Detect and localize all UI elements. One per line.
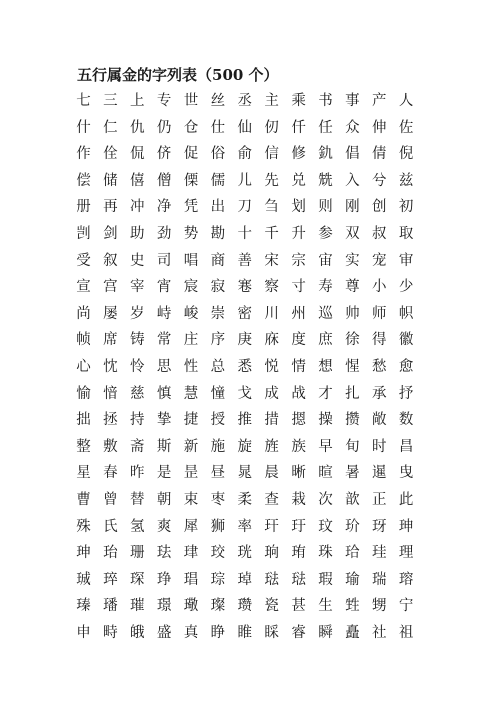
character-cell: 睢 bbox=[237, 624, 253, 641]
character-cell: 叙 bbox=[103, 252, 118, 269]
character-cell: 任 bbox=[318, 119, 333, 136]
character-cell: 睬 bbox=[264, 624, 279, 641]
character-cell: 琩 bbox=[183, 571, 199, 588]
character-cell: 宵 bbox=[156, 279, 172, 296]
character-cell: 性 bbox=[183, 358, 199, 375]
character-cell: 持 bbox=[129, 412, 145, 429]
character-cell: 仇 bbox=[129, 119, 145, 136]
character-cell: 岁 bbox=[129, 305, 145, 322]
character-cell: 此 bbox=[398, 491, 414, 508]
character-cell: 慈 bbox=[129, 385, 145, 402]
character-cell: 憧 bbox=[210, 385, 226, 402]
character-cell: 储 bbox=[103, 172, 118, 189]
character-cell: 推 bbox=[237, 412, 253, 429]
character-cell: 宋 bbox=[264, 252, 279, 269]
character-cell: 想 bbox=[318, 358, 333, 375]
character-cell: 琮 bbox=[210, 571, 226, 588]
character-cell: 旬 bbox=[345, 438, 360, 455]
character-cell: 查 bbox=[264, 491, 279, 508]
character-cell: 琗 bbox=[103, 571, 118, 588]
character-cell: 祖 bbox=[398, 624, 414, 641]
character-cell: 兑 bbox=[291, 172, 306, 189]
character-cell: 氏 bbox=[103, 518, 118, 535]
character-cell: 睿 bbox=[291, 624, 306, 641]
character-cell: 察 bbox=[264, 279, 279, 296]
character-cell: 是 bbox=[156, 465, 172, 482]
character-cell: 愔 bbox=[103, 385, 118, 402]
character-cell: 睁 bbox=[210, 624, 226, 641]
character-cell: 仙 bbox=[237, 119, 253, 136]
character-cell: 暹 bbox=[371, 465, 387, 482]
character-cell: 玕 bbox=[264, 518, 279, 535]
character-cell: 宗 bbox=[291, 252, 306, 269]
character-row bbox=[70, 301, 420, 328]
character-cell: 敷 bbox=[103, 438, 118, 455]
character-cell: 敞 bbox=[371, 412, 387, 429]
character-cell: 戈 bbox=[237, 385, 253, 402]
character-cell: 慧 bbox=[183, 385, 199, 402]
character-cell: 族 bbox=[291, 438, 306, 455]
character-cell: 璟 bbox=[156, 598, 172, 615]
character-cell: 琺 bbox=[264, 571, 279, 588]
character-cell: 枣 bbox=[210, 491, 226, 508]
character-cell: 玡 bbox=[371, 518, 387, 535]
character-cell: 庶 bbox=[318, 332, 333, 349]
character-cell: 参 bbox=[318, 226, 333, 243]
character-cell: 侃 bbox=[129, 146, 145, 163]
character-cell: 专 bbox=[156, 93, 172, 110]
character-cell: 挚 bbox=[156, 412, 172, 429]
character-cell: 瑜 bbox=[345, 571, 360, 588]
character-cell: 净 bbox=[156, 199, 172, 216]
character-cell: 倡 bbox=[345, 146, 360, 163]
character-row bbox=[70, 168, 420, 195]
character-cell: 偿 bbox=[76, 172, 91, 189]
character-cell: 少 bbox=[398, 279, 414, 296]
character-cell: 信 bbox=[264, 146, 279, 163]
character-cell: 受 bbox=[76, 252, 91, 269]
character-cell: 犀 bbox=[183, 518, 199, 535]
character-cell: 珓 bbox=[210, 545, 226, 562]
character-cell: 实 bbox=[345, 252, 360, 269]
character-cell: 修 bbox=[291, 146, 306, 163]
character-cell: 丞 bbox=[237, 93, 253, 110]
character-cell: 甥 bbox=[371, 598, 387, 615]
character-cell: 剀 bbox=[76, 226, 91, 243]
character-cell: 束 bbox=[183, 491, 199, 508]
character-cell: 生 bbox=[318, 598, 333, 615]
character-cell: 替 bbox=[129, 491, 145, 508]
character-cell: 昨 bbox=[129, 465, 145, 482]
character-cell: 主 bbox=[264, 93, 279, 110]
character-cell: 帜 bbox=[398, 305, 414, 322]
character-cell: 瓷 bbox=[264, 598, 279, 615]
character-cell: 仞 bbox=[264, 119, 279, 136]
character-cell: 申 bbox=[76, 624, 91, 641]
character-cell: 席 bbox=[103, 332, 118, 349]
character-cell: 暑 bbox=[345, 465, 360, 482]
character-cell: 序 bbox=[210, 332, 226, 349]
character-cell: 率 bbox=[237, 518, 253, 535]
character-cell: 得 bbox=[371, 332, 387, 349]
character-cell: 矗 bbox=[345, 624, 360, 641]
character-cell: 惺 bbox=[345, 358, 360, 375]
character-cell: 畤 bbox=[103, 624, 118, 641]
character-row bbox=[70, 460, 420, 487]
character-grid bbox=[70, 88, 420, 646]
character-cell: 初 bbox=[398, 199, 414, 216]
character-cell: 皒 bbox=[129, 624, 145, 641]
character-cell: 宫 bbox=[103, 279, 118, 296]
character-cell: 玗 bbox=[291, 518, 306, 535]
character-row bbox=[70, 248, 420, 275]
character-cell: 产 bbox=[371, 93, 387, 110]
character-cell: 审 bbox=[398, 252, 414, 269]
character-cell: 殊 bbox=[76, 518, 91, 535]
character-cell: 玟 bbox=[318, 518, 333, 535]
character-cell: 心 bbox=[76, 358, 91, 375]
character-cell: 尚 bbox=[76, 305, 91, 322]
character-cell: 仟 bbox=[291, 119, 306, 136]
character-cell: 帅 bbox=[345, 305, 360, 322]
character-cell: 尊 bbox=[345, 279, 360, 296]
character-cell: 宸 bbox=[183, 279, 199, 296]
character-cell: 僧 bbox=[156, 172, 172, 189]
character-cell: 斋 bbox=[129, 438, 145, 455]
character-cell: 整 bbox=[76, 438, 91, 455]
character-cell: 理 bbox=[398, 545, 414, 562]
character-cell: 崇 bbox=[210, 305, 226, 322]
character-row bbox=[70, 354, 420, 381]
character-cell: 春 bbox=[103, 465, 118, 482]
character-cell: 作 bbox=[76, 146, 91, 163]
character-row bbox=[70, 194, 420, 221]
character-cell: 寸 bbox=[291, 279, 306, 296]
character-cell: 师 bbox=[371, 305, 387, 322]
character-cell: 承 bbox=[371, 385, 387, 402]
character-cell: 琺 bbox=[291, 571, 306, 588]
character-cell: 珖 bbox=[237, 545, 253, 562]
character-cell: 仓 bbox=[183, 119, 199, 136]
character-cell: 曳 bbox=[398, 465, 414, 482]
character-cell: 司 bbox=[156, 252, 172, 269]
character-row bbox=[70, 434, 420, 461]
character-cell: 出 bbox=[210, 199, 226, 216]
character-row bbox=[70, 381, 420, 408]
character-cell: 瑧 bbox=[76, 598, 91, 615]
character-cell: 上 bbox=[129, 93, 145, 110]
character-cell: 庥 bbox=[264, 332, 279, 349]
character-row bbox=[70, 115, 420, 142]
character-cell: 施 bbox=[210, 438, 226, 455]
character-cell: 峻 bbox=[183, 305, 199, 322]
character-row bbox=[70, 620, 420, 647]
character-cell: 正 bbox=[371, 491, 387, 508]
character-cell: 星 bbox=[76, 465, 91, 482]
character-cell: 珛 bbox=[291, 545, 306, 562]
character-cell: 暄 bbox=[318, 465, 333, 482]
character-cell: 倪 bbox=[398, 146, 414, 163]
character-cell: 史 bbox=[129, 252, 145, 269]
character-cell: 僖 bbox=[129, 172, 145, 189]
character-cell: 珅 bbox=[398, 518, 414, 535]
character-cell: 珅 bbox=[76, 545, 91, 562]
character-cell: 爽 bbox=[156, 518, 172, 535]
character-cell: 徐 bbox=[345, 332, 360, 349]
character-cell: 措 bbox=[264, 412, 279, 429]
character-cell: 度 bbox=[291, 332, 306, 349]
character-cell: 璠 bbox=[103, 598, 118, 615]
character-cell: 川 bbox=[264, 305, 279, 322]
character-cell: 珨 bbox=[345, 545, 360, 562]
character-cell: 甚 bbox=[291, 598, 306, 615]
character-cell: 寂 bbox=[210, 279, 226, 296]
character-cell: 仍 bbox=[156, 119, 172, 136]
character-cell: 晁 bbox=[237, 465, 253, 482]
character-cell: 旌 bbox=[264, 438, 279, 455]
character-cell: 愁 bbox=[371, 358, 387, 375]
character-cell: 新 bbox=[183, 438, 199, 455]
character-cell: 琸 bbox=[237, 571, 253, 588]
character-cell: 小 bbox=[371, 279, 387, 296]
character-cell: 瑞 bbox=[371, 571, 387, 588]
character-cell: 双 bbox=[345, 226, 360, 243]
character-cell: 总 bbox=[210, 358, 226, 375]
character-row bbox=[70, 514, 420, 541]
character-cell: 仁 bbox=[103, 119, 118, 136]
character-cell: 狮 bbox=[210, 518, 226, 535]
character-row bbox=[70, 221, 420, 248]
character-cell: 攒 bbox=[345, 412, 360, 429]
character-cell: 珦 bbox=[264, 545, 279, 562]
character-cell: 才 bbox=[318, 385, 333, 402]
character-cell: 巡 bbox=[318, 305, 333, 322]
character-cell: 璀 bbox=[129, 598, 145, 615]
character-cell: 珪 bbox=[371, 545, 387, 562]
character-cell: 宠 bbox=[371, 252, 387, 269]
character-cell: 屡 bbox=[103, 305, 118, 322]
character-cell: 十 bbox=[237, 226, 253, 243]
character-cell: 刀 bbox=[237, 199, 253, 216]
character-cell: 世 bbox=[183, 93, 199, 110]
character-cell: 旋 bbox=[237, 438, 253, 455]
character-cell: 慎 bbox=[156, 385, 172, 402]
character-cell: 珊 bbox=[129, 545, 145, 562]
character-cell: 琛 bbox=[129, 571, 145, 588]
character-cell: 伸 bbox=[371, 119, 387, 136]
character-cell: 倩 bbox=[371, 146, 387, 163]
character-cell: 书 bbox=[318, 93, 333, 110]
character-cell: 昰 bbox=[183, 465, 199, 482]
character-cell: 柔 bbox=[237, 491, 253, 508]
character-cell: 怜 bbox=[129, 358, 145, 375]
character-cell: 善 bbox=[237, 252, 253, 269]
character-cell: 次 bbox=[318, 491, 333, 508]
character-row bbox=[70, 141, 420, 168]
character-cell: 寿 bbox=[318, 279, 333, 296]
character-cell: 佐 bbox=[398, 119, 414, 136]
character-cell: 宙 bbox=[318, 252, 333, 269]
character-row bbox=[70, 88, 420, 115]
character-cell: 授 bbox=[210, 412, 226, 429]
character-cell: 玠 bbox=[345, 518, 360, 535]
character-cell: 升 bbox=[291, 226, 306, 243]
character-cell: 儿 bbox=[237, 172, 253, 189]
character-cell: 拙 bbox=[76, 412, 91, 429]
character-cell: 凭 bbox=[183, 199, 199, 216]
character-cell: 常 bbox=[156, 332, 172, 349]
character-cell: 促 bbox=[183, 146, 199, 163]
character-row bbox=[70, 540, 420, 567]
character-cell: 琤 bbox=[156, 571, 172, 588]
character-cell: 俞 bbox=[237, 146, 253, 163]
character-cell: 朝 bbox=[156, 491, 172, 508]
character-cell: 扎 bbox=[345, 385, 360, 402]
character-cell: 愉 bbox=[76, 385, 91, 402]
character-row bbox=[70, 487, 420, 514]
character-cell: 俗 bbox=[210, 146, 226, 163]
character-cell: 商 bbox=[210, 252, 226, 269]
character-cell: 昌 bbox=[398, 438, 414, 455]
character-cell: 悉 bbox=[237, 358, 253, 375]
character-cell: 晰 bbox=[291, 465, 306, 482]
character-cell: 铸 bbox=[129, 332, 145, 349]
character-cell: 仕 bbox=[210, 119, 226, 136]
character-cell: 瞬 bbox=[318, 624, 333, 641]
character-cell: 思 bbox=[156, 358, 172, 375]
character-cell: 珆 bbox=[103, 545, 118, 562]
character-cell: 叔 bbox=[371, 226, 387, 243]
character-row bbox=[70, 567, 420, 594]
character-cell: 情 bbox=[291, 358, 306, 375]
character-cell: 助 bbox=[129, 226, 145, 243]
character-cell: 斯 bbox=[156, 438, 172, 455]
character-cell: 捷 bbox=[183, 412, 199, 429]
character-cell: 丝 bbox=[210, 93, 226, 110]
character-cell: 剑 bbox=[103, 226, 118, 243]
character-row bbox=[70, 407, 420, 434]
character-cell: 劲 bbox=[156, 226, 172, 243]
character-cell: 早 bbox=[318, 438, 333, 455]
character-cell: 珒 bbox=[183, 545, 199, 562]
character-cell: 曹 bbox=[76, 491, 91, 508]
character-cell: 成 bbox=[264, 385, 279, 402]
character-cell: 釚 bbox=[318, 146, 333, 163]
character-cell: 时 bbox=[371, 438, 387, 455]
character-cell: 千 bbox=[264, 226, 279, 243]
page-title: 五行属金的字列表（500 个） bbox=[77, 66, 279, 84]
character-cell: 唱 bbox=[183, 252, 199, 269]
character-cell: 昼 bbox=[210, 465, 226, 482]
character-cell: 悦 bbox=[264, 358, 279, 375]
character-cell: 州 bbox=[291, 305, 306, 322]
character-cell: 儒 bbox=[210, 172, 226, 189]
character-cell: 宁 bbox=[398, 598, 414, 615]
character-cell: 峙 bbox=[156, 305, 172, 322]
character-cell: 真 bbox=[183, 624, 199, 641]
character-cell: 歆 bbox=[345, 491, 360, 508]
character-cell: 宰 bbox=[129, 279, 145, 296]
character-cell: 取 bbox=[398, 226, 414, 243]
character-cell: 勘 bbox=[210, 226, 226, 243]
character-cell: 寋 bbox=[237, 279, 253, 296]
character-cell: 摁 bbox=[291, 412, 306, 429]
character-cell: 璥 bbox=[183, 598, 199, 615]
character-row bbox=[70, 593, 420, 620]
character-cell: 七 bbox=[76, 93, 91, 110]
character-cell: 庚 bbox=[237, 332, 253, 349]
character-cell: 抒 bbox=[398, 385, 414, 402]
character-cell: 册 bbox=[76, 199, 91, 216]
character-cell: 帧 bbox=[76, 332, 91, 349]
character-cell: 入 bbox=[345, 172, 360, 189]
character-cell: 璨 bbox=[210, 598, 226, 615]
character-cell: 栽 bbox=[291, 491, 306, 508]
character-cell: 甡 bbox=[345, 598, 360, 615]
character-cell: 三 bbox=[103, 93, 118, 110]
character-cell: 愈 bbox=[398, 358, 414, 375]
character-cell: 社 bbox=[371, 624, 387, 641]
character-cell: 氢 bbox=[129, 518, 145, 535]
character-cell: 傈 bbox=[183, 172, 199, 189]
character-cell: 曾 bbox=[103, 491, 118, 508]
character-cell: 珐 bbox=[156, 545, 172, 562]
character-cell: 势 bbox=[183, 226, 199, 243]
character-cell: 事 bbox=[345, 93, 360, 110]
character-cell: 瑢 bbox=[398, 571, 414, 588]
character-cell: 数 bbox=[398, 412, 414, 429]
character-cell: 珹 bbox=[76, 571, 91, 588]
character-cell: 盛 bbox=[156, 624, 172, 641]
character-row bbox=[70, 274, 420, 301]
character-cell: 庄 bbox=[183, 332, 199, 349]
character-cell: 战 bbox=[291, 385, 306, 402]
character-cell: 兹 bbox=[398, 172, 414, 189]
character-cell: 徽 bbox=[398, 332, 414, 349]
character-cell: 忱 bbox=[103, 358, 118, 375]
character-cell: 冲 bbox=[129, 199, 145, 216]
character-cell: 瑕 bbox=[318, 571, 333, 588]
character-cell: 乘 bbox=[291, 93, 306, 110]
character-cell: 兟 bbox=[318, 172, 333, 189]
character-cell: 则 bbox=[318, 199, 333, 216]
character-cell: 佺 bbox=[103, 146, 118, 163]
character-cell: 众 bbox=[345, 119, 360, 136]
character-cell: 再 bbox=[103, 199, 118, 216]
character-cell: 刚 bbox=[345, 199, 360, 216]
character-cell: 晨 bbox=[264, 465, 279, 482]
character-cell: 人 bbox=[398, 93, 414, 110]
character-cell: 创 bbox=[371, 199, 387, 216]
character-cell: 侪 bbox=[156, 146, 172, 163]
character-cell: 操 bbox=[318, 412, 333, 429]
character-row bbox=[70, 327, 420, 354]
character-cell: 划 bbox=[291, 199, 306, 216]
character-cell: 瓒 bbox=[237, 598, 253, 615]
character-cell: 密 bbox=[237, 305, 253, 322]
character-cell: 宣 bbox=[76, 279, 91, 296]
character-cell: 刍 bbox=[264, 199, 279, 216]
character-cell: 拯 bbox=[103, 412, 118, 429]
character-cell: 先 bbox=[264, 172, 279, 189]
character-cell: 珠 bbox=[318, 545, 333, 562]
character-cell: 兮 bbox=[371, 172, 387, 189]
character-cell: 什 bbox=[76, 119, 91, 136]
